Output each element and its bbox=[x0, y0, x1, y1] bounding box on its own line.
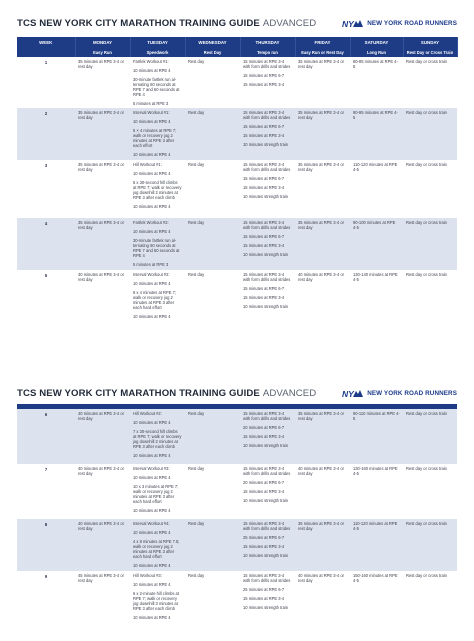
subheader-monday: Easy Run bbox=[75, 48, 130, 57]
workout-line: 5 × 4 minutes at RPE 7; walk or recovery jog 2 minutes at RPE 3 after each effort bbox=[133, 128, 177, 148]
workout-line: 90-110 minutes at RPE 4-5 bbox=[353, 411, 400, 421]
workout-line: Rest day bbox=[188, 59, 205, 64]
day-header-row bbox=[17, 37, 457, 48]
cell-monday bbox=[75, 409, 130, 464]
workout-line: 15 minutes at RPE 3-4 with form drills and strides bbox=[243, 272, 291, 282]
workout-line: Hill Workout #2: bbox=[133, 411, 162, 416]
workout-line: 30-minute fartlek run al-ternating 60 seconds at RPE 7 and 60 seconds at RPE 4 bbox=[133, 77, 180, 97]
cell-wednesday bbox=[185, 270, 240, 326]
cell-sunday bbox=[403, 108, 457, 160]
cell-saturday bbox=[350, 571, 403, 641]
workout-line: 10 minutes strength train bbox=[243, 498, 289, 503]
workout-line: 35 minutes at RPE 3-4 or rest day bbox=[298, 220, 344, 230]
cell-saturday bbox=[350, 464, 403, 519]
guide-level-2: ADVANCED bbox=[262, 387, 317, 399]
workout-line: 5 minutes at RPE 3 bbox=[133, 262, 169, 267]
workout-line: 20 minutes at RPE 6-7 bbox=[243, 480, 285, 485]
workout-line: 15 minutes at RPE 6-7 bbox=[243, 73, 285, 78]
cell-wednesday bbox=[185, 409, 240, 464]
cell-saturday bbox=[350, 218, 403, 270]
cell-monday bbox=[75, 57, 130, 108]
workout-line: 10 minutes at RPE 4 bbox=[133, 171, 171, 176]
workout-line: 40 minutes at RPE 3-4 or rest day bbox=[78, 521, 124, 531]
week-row bbox=[17, 160, 457, 218]
cell-sunday bbox=[403, 57, 457, 108]
week-row bbox=[17, 464, 457, 519]
cell-thursday bbox=[240, 108, 295, 160]
workout-line: 35 minutes at RPE 3-4 or rest day bbox=[298, 162, 344, 172]
col-header-friday: FRIDAY bbox=[295, 37, 350, 48]
workout-line: Rest day bbox=[188, 411, 205, 416]
workout-line: 90-95 minutes at RPE 4-5 bbox=[353, 110, 398, 120]
cell-sunday bbox=[403, 160, 457, 218]
workout-line: 15 minutes at RPE 3-4 bbox=[243, 544, 285, 549]
cell-thursday bbox=[240, 519, 295, 571]
cell-wednesday bbox=[185, 464, 240, 519]
workout-line: 40 minutes at RPE 3-4 or rest day bbox=[78, 411, 124, 421]
cell-friday bbox=[295, 57, 350, 108]
subheader-week bbox=[17, 48, 75, 57]
cell-tuesday bbox=[130, 57, 185, 108]
cell-sunday bbox=[403, 218, 457, 270]
workout-line: 130-140 minutes at RPE 4-5 bbox=[353, 272, 398, 282]
training-table-page-1 bbox=[17, 37, 458, 326]
cell-sunday bbox=[403, 519, 457, 571]
workout-line: 15 minutes at RPE 6-7 bbox=[243, 124, 285, 129]
cell-friday bbox=[295, 519, 350, 571]
workout-line: 10 minutes at RPE 4 bbox=[133, 508, 171, 513]
cell-monday bbox=[75, 571, 130, 641]
brand-name: NEW YORK ROAD RUNNERS bbox=[367, 19, 457, 27]
workout-type-row bbox=[17, 48, 457, 57]
workout-line: 6 x 2-minute hill climbs at RPE 7; walk or recovery jog downhill 3 minutes at RPE 3 after each climb bbox=[133, 591, 179, 611]
week-number: 5 bbox=[44, 273, 48, 278]
workout-line: 10 minutes strength train bbox=[243, 304, 289, 309]
cell-tuesday bbox=[130, 108, 185, 160]
workout-line: Hill Workout #1: bbox=[133, 162, 162, 167]
cell-wednesday bbox=[185, 108, 240, 160]
col-header-tuesday: TUESDAY bbox=[130, 37, 185, 48]
workout-line: 15 minutes at RPE 3-4 with form drills and strides bbox=[243, 220, 291, 230]
cell-thursday bbox=[240, 409, 295, 464]
workout-line: 40 minutes at RPE 3-4 or rest day bbox=[298, 573, 344, 583]
week-row bbox=[17, 108, 457, 160]
cell-friday bbox=[295, 218, 350, 270]
workout-line: 10 minutes at RPE 4 bbox=[133, 229, 171, 234]
cell-friday bbox=[295, 108, 350, 160]
workout-line: 10 minutes strength train bbox=[243, 553, 289, 558]
workout-line: Hill Workout #3: bbox=[133, 573, 162, 578]
workout-line: 90-100 minutes at RPE 4-5 bbox=[353, 220, 396, 230]
cell-wednesday bbox=[185, 218, 240, 270]
cell-monday bbox=[75, 519, 130, 571]
workout-line: 5 x 30-second hill climbs at RPE 7; walk or recovery jog downhill 2 minutes at RPE 3 after each climb bbox=[133, 180, 182, 200]
guide-level: ADVANCED bbox=[262, 17, 317, 29]
workout-line: 15 minutes at RPE 3-4 bbox=[243, 295, 285, 300]
guide-title: TCS NEW YORK CITY MARATHON TRAINING GUIDE ADVANCED bbox=[17, 17, 317, 29]
workout-line: 15 minutes at RPE 6-7 bbox=[243, 234, 285, 239]
workout-line: 10 minutes at RPE 4 bbox=[133, 582, 171, 587]
cell-sunday bbox=[403, 464, 457, 519]
col-header-sunday: SUNDAY bbox=[403, 37, 457, 48]
workout-line: 10 minutes at RPE 4 bbox=[133, 453, 171, 458]
week-row bbox=[17, 571, 457, 641]
cell-thursday bbox=[240, 160, 295, 218]
cell-wednesday bbox=[185, 519, 240, 571]
cell-tuesday bbox=[130, 218, 185, 270]
cell-thursday bbox=[240, 464, 295, 519]
workout-line: Rest day or cross train bbox=[406, 59, 447, 64]
cell-thursday bbox=[240, 57, 295, 108]
week-number: 8 bbox=[17, 519, 75, 571]
workout-line: 15 minutes at RPE 3-4 with form drills and strides bbox=[243, 466, 291, 476]
workout-line: 35 minutes at RPE 3-4 or rest day bbox=[298, 411, 344, 421]
workout-line: 10 minutes strength train bbox=[243, 605, 289, 610]
cell-monday bbox=[75, 160, 130, 218]
col-header-thursday: THURSDAY bbox=[240, 37, 295, 48]
workout-line: 10 x 3 minutes at RPE 7; walk or recovery jog 2 minutes at RPE 3 after each hard effort bbox=[133, 484, 179, 504]
workout-line: 10 minutes at RPE 4 bbox=[133, 530, 171, 535]
cell-monday bbox=[75, 464, 130, 519]
workout-line: 15 minutes at RPE 3-4 with form drills and strides bbox=[243, 162, 291, 172]
week-row bbox=[17, 409, 457, 464]
workout-line: 10 minutes at RPE 4 bbox=[133, 563, 171, 568]
workout-line: Rest day bbox=[188, 110, 205, 115]
workout-line: Fartlek Workout #2: bbox=[133, 220, 169, 225]
cell-wednesday bbox=[185, 160, 240, 218]
col-header-saturday: SATURDAY bbox=[350, 37, 403, 48]
workout-line: 15 minutes at RPE 3-4 bbox=[243, 133, 285, 138]
cell-monday bbox=[75, 218, 130, 270]
cell-saturday bbox=[350, 409, 403, 464]
cell-tuesday bbox=[130, 160, 185, 218]
workout-line: Rest day or cross train bbox=[406, 110, 447, 115]
workout-line: 15 minutes at RPE 3-4 bbox=[243, 243, 285, 248]
subheader-thursday: Tempo run bbox=[240, 48, 295, 57]
workout-line: Interval Workout #2: bbox=[133, 272, 170, 277]
workout-line: 35 minutes at RPE 3-4 or rest day bbox=[78, 162, 124, 172]
cell-tuesday bbox=[130, 409, 185, 464]
workout-line: Rest day or cross train bbox=[406, 220, 447, 225]
workout-line: 110-120 minutes at RPE 4-5 bbox=[353, 162, 398, 172]
subheader-saturday: Long Run bbox=[350, 48, 403, 57]
workout-line: 10 minutes at RPE 4 bbox=[133, 204, 171, 209]
workout-line: 15 minutes at RPE 3-4 with form drills and strides bbox=[243, 110, 291, 120]
workout-line: 35 minutes at RPE 3-4 or rest day bbox=[78, 220, 124, 230]
workout-line: 10 minutes at RPE 4 bbox=[133, 281, 171, 286]
workout-line: 6 x 4 minutes at RPE 7; walk or recovery jog 2 minutes at RPE 3 after each hard effort bbox=[133, 290, 177, 310]
workout-line: 10 minutes strength train bbox=[243, 142, 289, 147]
workout-line: 35 minutes at RPE 3-4 or rest day bbox=[298, 521, 344, 531]
week-row bbox=[17, 218, 457, 270]
workout-line: Fartlek Workout #1: bbox=[133, 59, 169, 64]
nyrr-logo-icon bbox=[342, 18, 364, 29]
workout-line: 4 x 8 minutes at RPE 7.5; walk or recovery jog 2 minutes at RPE 3 after each hard effort bbox=[133, 539, 180, 559]
nyrr-logo-icon bbox=[342, 388, 364, 399]
subheader-sunday: Rest Day or Cross Train bbox=[403, 48, 457, 57]
cell-tuesday bbox=[130, 571, 185, 641]
workout-line: Rest day or cross train bbox=[406, 573, 447, 578]
workout-line: Rest day bbox=[188, 466, 205, 471]
workout-line: Interval Workout #3: bbox=[133, 466, 170, 471]
workout-line: 10 minutes strength train bbox=[243, 443, 289, 448]
workout-line: 150-160 minutes at RPE 4-5 bbox=[353, 573, 398, 583]
workout-line: 30-minute fartlek run al-ternating 60 seconds at RPE 7 and 60 seconds at RPE 4 bbox=[133, 238, 180, 258]
workout-line: 130-160 minutes at RPE 4-5 bbox=[353, 466, 398, 476]
cell-thursday bbox=[240, 270, 295, 326]
workout-line: Rest day bbox=[188, 521, 205, 526]
workout-line: 45 minutes at RPE 3-4 or rest day bbox=[78, 573, 124, 583]
week-number: 6 bbox=[17, 409, 75, 464]
workout-line: 15 minutes at RPE 3-4 bbox=[243, 489, 285, 494]
workout-line: 15 minutes at RPE 3-4 with form drills and strides bbox=[243, 573, 291, 583]
cell-friday bbox=[295, 464, 350, 519]
workout-line: 5 minutes at RPE 3 bbox=[133, 101, 169, 106]
svg-text:NY: NY bbox=[342, 18, 355, 29]
workout-line: 10 minutes at RPE 4 bbox=[133, 314, 171, 319]
cell-sunday bbox=[403, 409, 457, 464]
workout-line: 15 minutes at RPE 3-4 with form drills and strides bbox=[243, 59, 291, 69]
subheader-friday: Easy Run or Rest Day bbox=[295, 48, 350, 57]
cell-friday bbox=[295, 409, 350, 464]
week-number: 4 bbox=[17, 218, 75, 270]
svg-text:NY: NY bbox=[342, 388, 355, 399]
workout-line: 15 minutes at RPE 3-4 with form drills and strides bbox=[243, 521, 291, 531]
cell-saturday bbox=[350, 270, 403, 326]
week-number: 9 bbox=[44, 574, 48, 579]
workout-line: 15 minutes at RPE 6-7 bbox=[243, 176, 285, 181]
page-header-1 bbox=[17, 16, 457, 30]
workout-line: 35 minutes at RPE 3-4 or rest day bbox=[78, 59, 124, 69]
week-row bbox=[17, 519, 457, 571]
cell-thursday bbox=[240, 218, 295, 270]
cell-friday bbox=[295, 270, 350, 326]
cell-saturday bbox=[350, 160, 403, 218]
workout-line: 25 minutes at RPE 6-7 bbox=[243, 535, 285, 540]
cell-saturday bbox=[350, 108, 403, 160]
cell-monday bbox=[75, 270, 130, 326]
week-row bbox=[17, 57, 457, 108]
subheader-wednesday: Rest Day bbox=[185, 48, 240, 57]
col-header-wednesday: WEDNESDAY bbox=[185, 37, 240, 48]
page-header-2 bbox=[17, 386, 457, 400]
workout-line: Rest day or cross train bbox=[406, 521, 447, 526]
cell-saturday bbox=[350, 57, 403, 108]
workout-line: 10 minutes strength train bbox=[243, 194, 289, 199]
workout-line: Interval Workout #1: bbox=[133, 110, 170, 115]
workout-line: 35 minutes at RPE 3-4 or rest day bbox=[298, 110, 344, 120]
workout-line: 15 minutes at RPE 3-4 bbox=[243, 82, 285, 87]
workout-line: 15 minutes at RPE 6-7 bbox=[243, 286, 285, 291]
workout-line: 10 minutes at RPE 4 bbox=[133, 615, 171, 620]
workout-line: 25 minutes at RPE 6-7 bbox=[243, 587, 285, 592]
workout-line: Rest day bbox=[188, 272, 205, 277]
cell-wednesday bbox=[185, 571, 240, 641]
brand-block-2 bbox=[342, 386, 457, 400]
workout-line: 20 minutes at RPE 6-7 bbox=[243, 425, 285, 430]
cell-sunday bbox=[403, 571, 457, 641]
cell-tuesday bbox=[130, 464, 185, 519]
workout-line: 10 minutes strength train bbox=[243, 252, 289, 257]
workout-line: 10 minutes at RPE 4 bbox=[133, 475, 171, 480]
workout-line: 40 minutes at RPE 3-4 or rest day bbox=[78, 272, 124, 282]
cell-tuesday bbox=[130, 519, 185, 571]
col-header-week: WEEK bbox=[17, 37, 75, 48]
workout-line: 15 minutes at RPE 3-4 bbox=[243, 596, 285, 601]
brand-block bbox=[342, 16, 457, 30]
week-row bbox=[17, 270, 457, 326]
workout-line: 7 x 30-second hill climbs at RPE 7; walk or recovery jog downhill 2 minutes at RPE 3 after each climb bbox=[133, 429, 182, 449]
workout-line: 110-120 minutes at RPE 4-5 bbox=[353, 521, 398, 531]
week-number: 1 bbox=[44, 60, 48, 65]
workout-line: Rest day bbox=[188, 573, 205, 578]
workout-line: Rest day or cross train bbox=[406, 466, 447, 471]
workout-line: 35 minutes at RPE 3-4 or rest day bbox=[78, 110, 124, 120]
cell-monday bbox=[75, 108, 130, 160]
workout-line: Rest day or cross train bbox=[406, 272, 447, 277]
workout-line: 10 minutes at RPE 4 bbox=[133, 68, 171, 73]
workout-line: Rest day or cross train bbox=[406, 162, 447, 167]
subheader-tuesday: Speedwork bbox=[130, 48, 185, 57]
workout-line: 80-85 minutes at RPE 4-5 bbox=[353, 59, 398, 69]
training-table-page-2 bbox=[17, 409, 457, 641]
workout-line: 15 minutes at RPE 3-4 bbox=[243, 185, 285, 190]
cell-tuesday bbox=[130, 270, 185, 326]
workout-line: 10 minutes at RPE 4 bbox=[133, 119, 171, 124]
workout-line: Rest day or cross train bbox=[406, 411, 447, 416]
workout-line: Rest day bbox=[188, 162, 205, 167]
guide-title-2: TCS NEW YORK CITY MARATHON TRAINING GUIDE ADVANCED bbox=[17, 387, 317, 399]
workout-line: 40 minutes at RPE 3-4 or rest day bbox=[298, 466, 344, 476]
workout-line: 10 minutes at RPE 4 bbox=[133, 152, 171, 157]
cell-friday bbox=[295, 571, 350, 641]
workout-line: Interval Workout #4: bbox=[133, 521, 170, 526]
week-number: 3 bbox=[44, 163, 48, 168]
week-number: 2 bbox=[17, 108, 75, 160]
workout-line: 15 minutes at RPE 3-4 with form drills and strides bbox=[243, 411, 291, 421]
workout-line: 15 minutes at RPE 3-4 bbox=[243, 434, 285, 439]
col-header-monday: MONDAY bbox=[75, 37, 130, 48]
brand-name-2: NEW YORK ROAD RUNNERS bbox=[367, 389, 457, 397]
workout-line: 35 minutes at RPE 3-4 or rest day bbox=[298, 59, 344, 69]
week-number: 7 bbox=[44, 467, 48, 472]
workout-line: 40 minutes at RPE 3-4 or rest day bbox=[78, 466, 124, 476]
cell-saturday bbox=[350, 519, 403, 571]
workout-line: 10 minutes at RPE 4 bbox=[133, 420, 171, 425]
workout-line: Rest day bbox=[188, 220, 205, 225]
cell-thursday bbox=[240, 571, 295, 641]
cell-sunday bbox=[403, 270, 457, 326]
cell-wednesday bbox=[185, 57, 240, 108]
cell-friday bbox=[295, 160, 350, 218]
workout-line: 40 minutes at RPE 3-4 or rest day bbox=[298, 272, 344, 282]
